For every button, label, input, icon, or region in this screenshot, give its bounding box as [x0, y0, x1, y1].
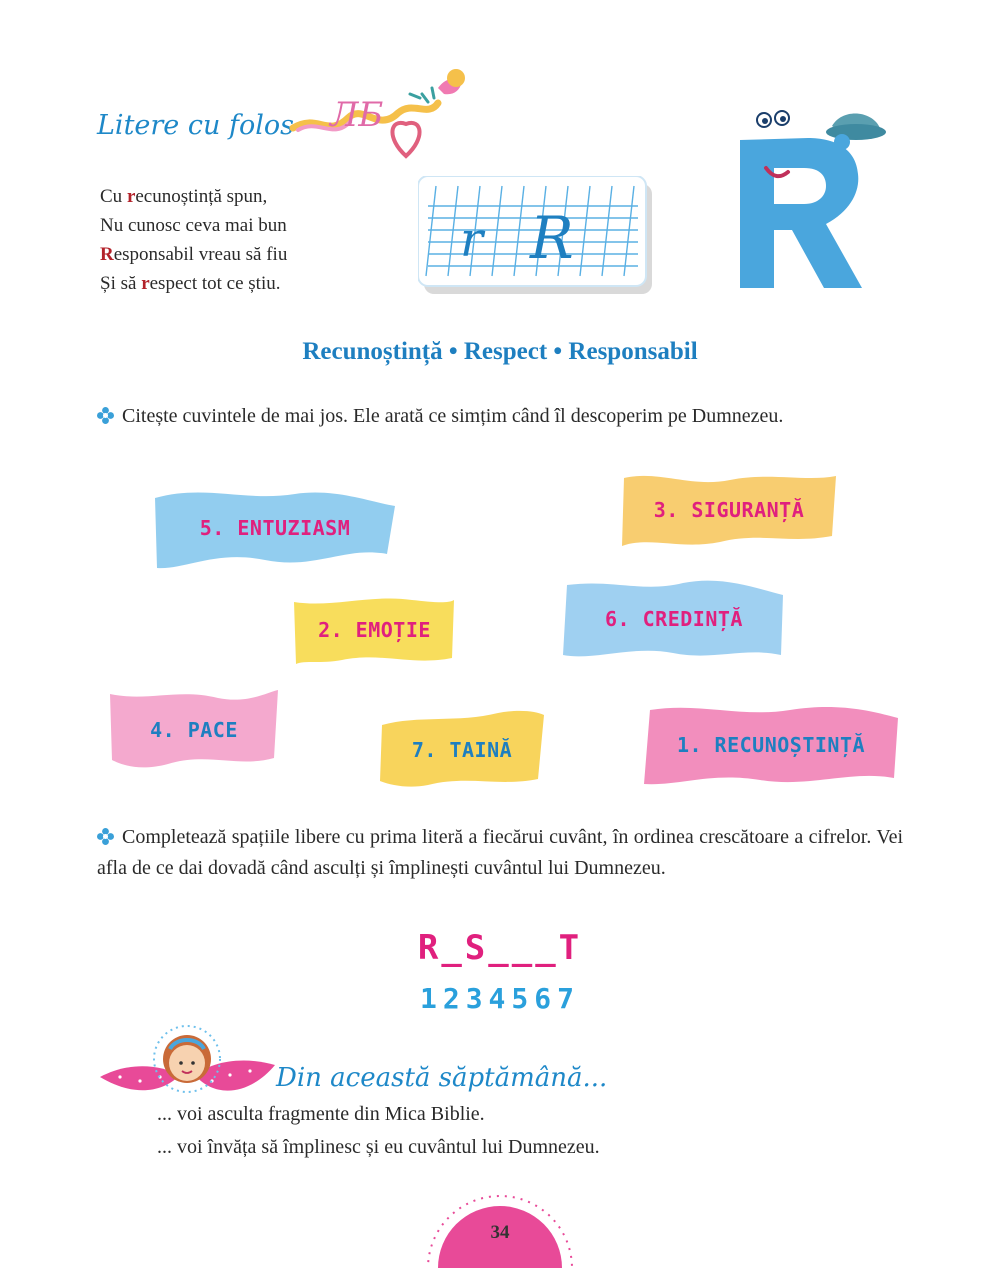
word-banner: [640, 700, 902, 790]
banner-label: 3. SIGURANȚĂ: [653, 498, 805, 522]
word-banner: [108, 688, 280, 772]
section-title: Recunoștință • Respect • Responsabil: [302, 338, 698, 365]
word-banner: [620, 470, 838, 550]
poem: [100, 182, 287, 298]
cursive-lower-letter: r: [460, 212, 483, 268]
cursive-upper-letter: R: [530, 204, 574, 272]
banner-label: 5. ENTUZIASM: [199, 516, 351, 540]
banner-label: 7. TAINĂ: [411, 738, 513, 762]
puzzle-answer: R_S___T: [417, 928, 583, 968]
poem-line: Nu cunosc ceva mai bun: [100, 215, 287, 236]
word-banner: [155, 484, 395, 572]
page-number: 34: [490, 1222, 510, 1243]
week-title: Din această săptămână...: [276, 1063, 608, 1093]
ribbon-heart-decoration: [288, 58, 488, 168]
page-title: Litere cu folos: [97, 110, 294, 141]
banner-label: 2. EMOȚIE: [318, 618, 431, 642]
svg-text:ЛБ: ЛБ: [330, 95, 384, 135]
flower-bullet-icon: [97, 828, 114, 845]
week-line: ... voi asculta fragmente din Mica Biblie.: [157, 1103, 485, 1125]
handwriting-card: [418, 176, 654, 296]
puzzle-digits: 1234567: [419, 982, 580, 1015]
word-banner: [378, 709, 546, 791]
instruction-2: Completează spațiile libere cu prima literă a fiecărui cuvânt, în ordinea crescătoare a cifrelor. Vei afla de ce dai dovadă când asculți și împlinești cuvântul lui Dumnezeu.: [97, 826, 903, 879]
banner-label: 4. PACE: [150, 718, 238, 742]
poem-line: Și să respect tot ce știu.: [100, 273, 281, 294]
instruction-1: Citește cuvintele de mai jos. Ele arată ce simțim când îl descoperim pe Dumnezeu.: [97, 401, 903, 432]
banner-label: 6. CREDINȚĂ: [605, 607, 743, 631]
week-line: ... voi învăța să împlinesc și eu cuvântul lui Dumnezeu.: [157, 1136, 600, 1158]
poem-line: Responsabil vreau să fiu: [100, 244, 288, 265]
banner-label: 1. RECUNOȘTINȚĂ: [676, 733, 866, 757]
word-banner: [292, 594, 457, 666]
flower-bullet-icon: [97, 407, 114, 424]
poem-line: Cu recunoștință spun,: [100, 186, 268, 207]
letter-r-mascot: [722, 98, 897, 298]
word-banner: [563, 575, 785, 663]
